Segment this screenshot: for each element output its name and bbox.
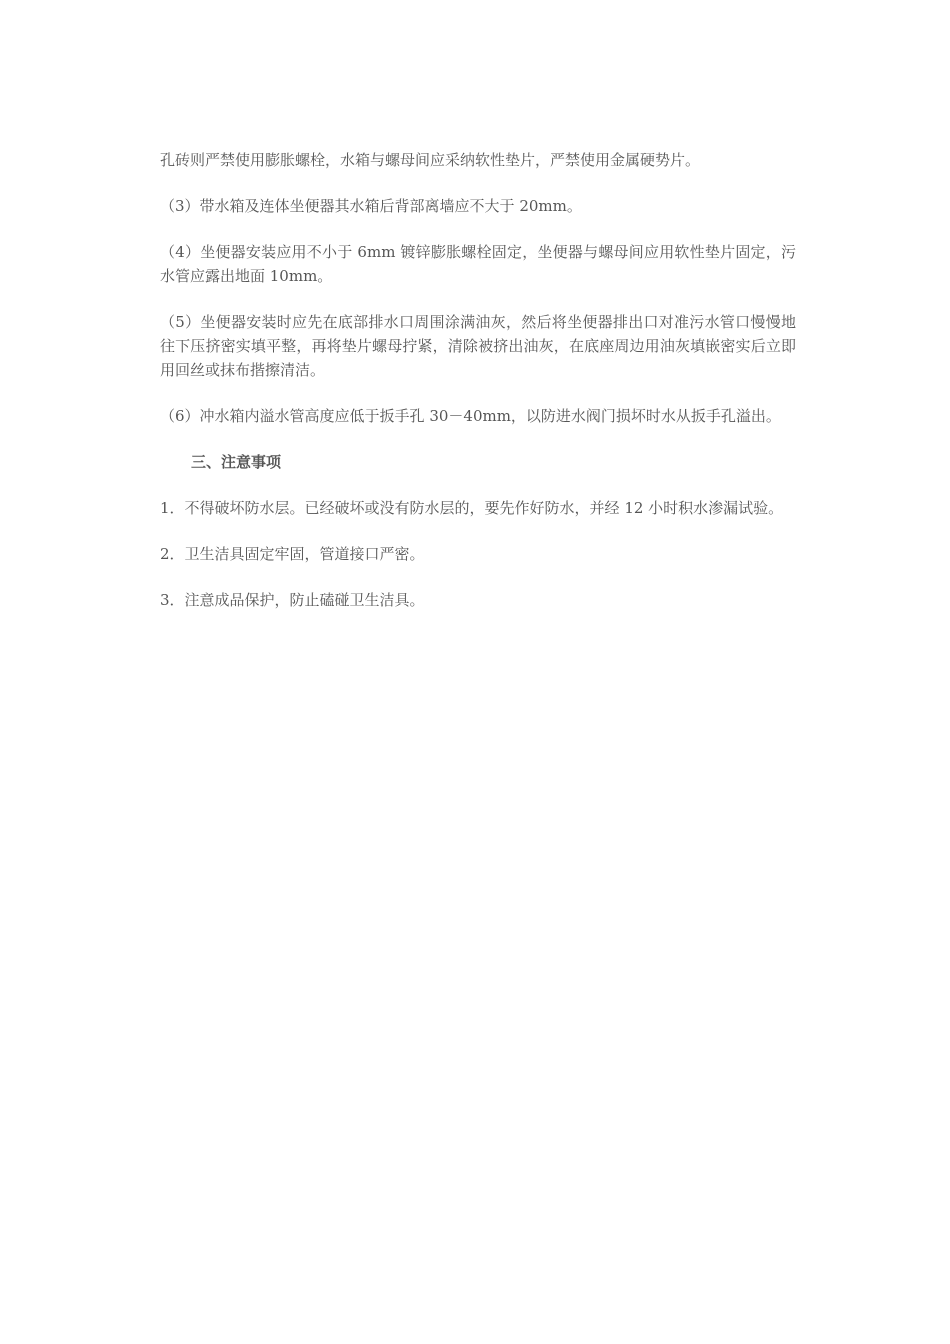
paragraph-item-6: （6）冲水箱内溢水管高度应低于扳手孔 30－40mm，以防进水阀门损坏时水从扳手孔溢出。 bbox=[160, 407, 781, 425]
paragraph-item-5: （5）坐便器安装时应先在底部排水口周围涂满油灰，然后将坐便器排出口对准污水管口慢慢地往下压挤密实填平整，再将垫片螺母拧紧，清除被挤出油灰，在底座周边用油灰填嵌密实后立即用回丝或抹布揩擦清洁。 bbox=[160, 313, 796, 379]
note-item-2: 2．卫生洁具固定牢固，管道接口严密。 bbox=[160, 545, 425, 563]
note-item-3: 3．注意成品保护，防止磕碰卫生洁具。 bbox=[160, 591, 425, 609]
document-body bbox=[160, 148, 796, 634]
paragraph-item-3: （3）带水箱及连体坐便器其水箱后背部离墙应不大于 20mm。 bbox=[160, 197, 582, 215]
paragraph-item-4: （4）坐便器安装应用不小于 6mm 镀锌膨胀螺栓固定，坐便器与螺母间应用软性垫片固定，污水管应露出地面 10mm。 bbox=[160, 243, 796, 285]
section-heading: 三、注意事项 bbox=[191, 453, 282, 471]
note-item-1: 1．不得破坏防水层。已经破坏或没有防水层的，要先作好防水，并经 12 小时积水渗漏试验。 bbox=[160, 499, 784, 517]
paragraph-continuation: 孔砖则严禁使用膨胀螺栓，水箱与螺母间应采纳软性垫片，严禁使用金属硬势片。 bbox=[160, 151, 701, 169]
